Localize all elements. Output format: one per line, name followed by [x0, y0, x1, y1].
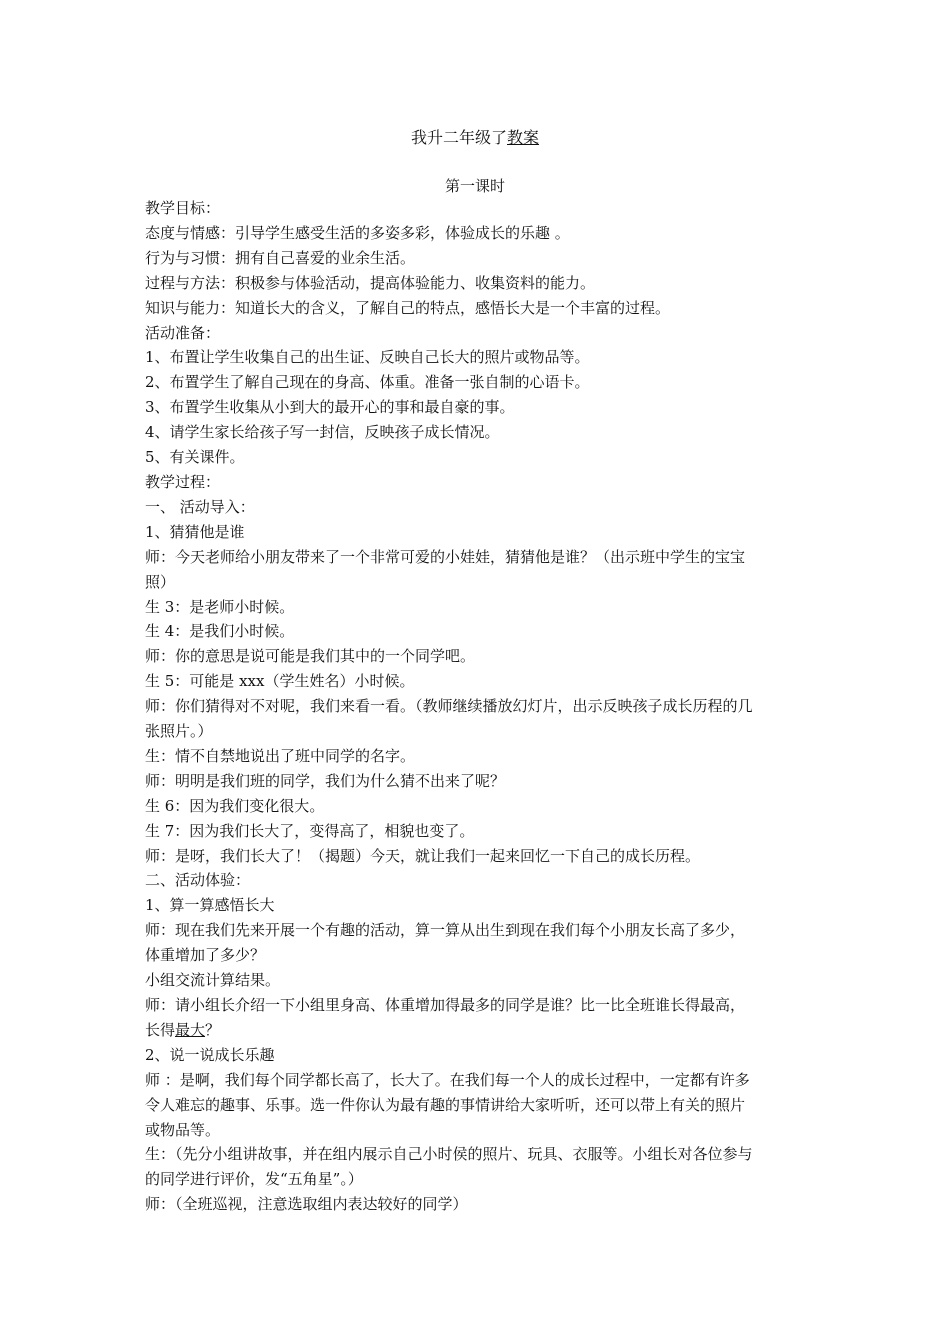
text-line: 5、有关课件。 [145, 448, 245, 467]
text-line: 或物品等。 [145, 1120, 221, 1139]
text-line: 过程与方法：积极参与体验活动，提高体验能力、收集资料的能力。 [145, 273, 596, 292]
text-line: 师 ：是啊，我们每个同学都长高了，长大了。在我们每一个人的成长过程中，一定都有许多 [145, 1070, 750, 1089]
text-line: 生：（先分小组讲故事，并在组内展示自己小时侯的照片、玩具、衣服等。小组长对各位参与 [145, 1145, 753, 1164]
text-line: 态度与情感：引导学生感受生活的多姿多彩，体验成长的乐趣 。 [145, 223, 570, 242]
text-line: 生 6：因为我们变化很大。 [145, 796, 325, 815]
line-segment: ？ [205, 1020, 221, 1039]
text-line: 1、布置让学生收集自己的出生证、反映自己长大的照片或物品等。 [145, 348, 590, 367]
text-line: 师：现在我们先来开展一个有趣的活动，算一算从出生到现在我们每个小朋友长高了多少， [145, 921, 746, 940]
underlined-word: 最大 [175, 1020, 206, 1039]
text-line: 生：情不自禁地说出了班中同学的名字。 [145, 746, 416, 765]
text-line: 1、算一算感悟长大 [145, 896, 275, 915]
text-line: 照） [145, 572, 176, 591]
lesson-subtitle: 第一课时 [444, 177, 505, 195]
line-segment: 长得 [145, 1020, 176, 1039]
text-line: 师：今天老师给小朋友带来了一个非常可爱的小娃娃，猜猜他是谁？（出示班中学生的宝宝 [145, 547, 746, 566]
text-line: 3、布置学生收集从小到大的最开心的事和最自豪的事。 [145, 398, 515, 417]
text-line: 知识与能力：知道长大的含义，了解自己的特点，感悟长大是一个丰富的过程。 [145, 298, 671, 317]
text-line: 师：（全班巡视，注意选取组内表达较好的同学） [145, 1195, 468, 1214]
document-body [145, 196, 810, 1217]
text-line: 2、布置学生了解自己现在的身高、体重。准备一张自制的心语卡。 [145, 373, 590, 392]
text-line: 的同学进行评价，发“五角星”。） [145, 1170, 363, 1189]
text-line: 张照片。） [145, 722, 213, 741]
text-line: 行为与习惯：拥有自己喜爱的业余生活。 [145, 248, 416, 267]
text-line: 生 3：是老师小时候。 [145, 597, 295, 616]
text-line: 生 7：因为我们长大了，变得高了，相貌也变了。 [145, 821, 475, 840]
text-line: 令人难忘的趣事、乐事。选一件你认为最有趣的事情讲给大家听听，还可以带上有关的照片 [145, 1095, 746, 1114]
text-line: 师：请小组长介绍一下小组里身高、体重增加得最多的同学是谁？比一比全班谁长得最高， [145, 996, 746, 1014]
text-line: 小组交流计算结果。 [145, 971, 281, 990]
title-underlined-text: 教案 [507, 128, 540, 147]
text-line: 师：明明是我们班的同学，我们为什么猜不出来了呢？ [145, 771, 506, 790]
text-line: 1、猜猜他是谁 [145, 522, 245, 541]
text-line: 师：你们猜得对不对呢，我们来看一看。（教师继续播放幻灯片，出示反映孩子成长历程的几 [145, 697, 753, 716]
text-line: 体重增加了多少？ [145, 946, 266, 965]
text-line: 二、活动体验： [145, 871, 251, 890]
text-line: 教学目标： [145, 199, 221, 217]
text-line: 生 4：是我们小时候。 [145, 622, 295, 641]
text-line: 2、说一说成长乐趣 [145, 1045, 275, 1064]
text-line: 4、请学生家长给孩子写一封信，反映孩子成长情况。 [145, 423, 500, 442]
text-line: 一、 活动导入： [145, 497, 255, 516]
text-line: 教学过程： [145, 472, 221, 491]
text-line: 活动准备： [145, 323, 221, 342]
document-title [0, 127, 950, 149]
text-line: 师：你的意思是说可能是我们其中的一个同学吧。 [145, 647, 476, 666]
text-line: 生 5：可能是 xxx（学生姓名）小时候。 [145, 672, 415, 691]
text-line: 师：是呀，我们长大了！（揭题）今天，就让我们一起来回忆一下自己的成长历程。 [145, 846, 701, 865]
text-line-underlined [145, 1018, 810, 1043]
title-text: 我升二年级了 [410, 128, 507, 147]
